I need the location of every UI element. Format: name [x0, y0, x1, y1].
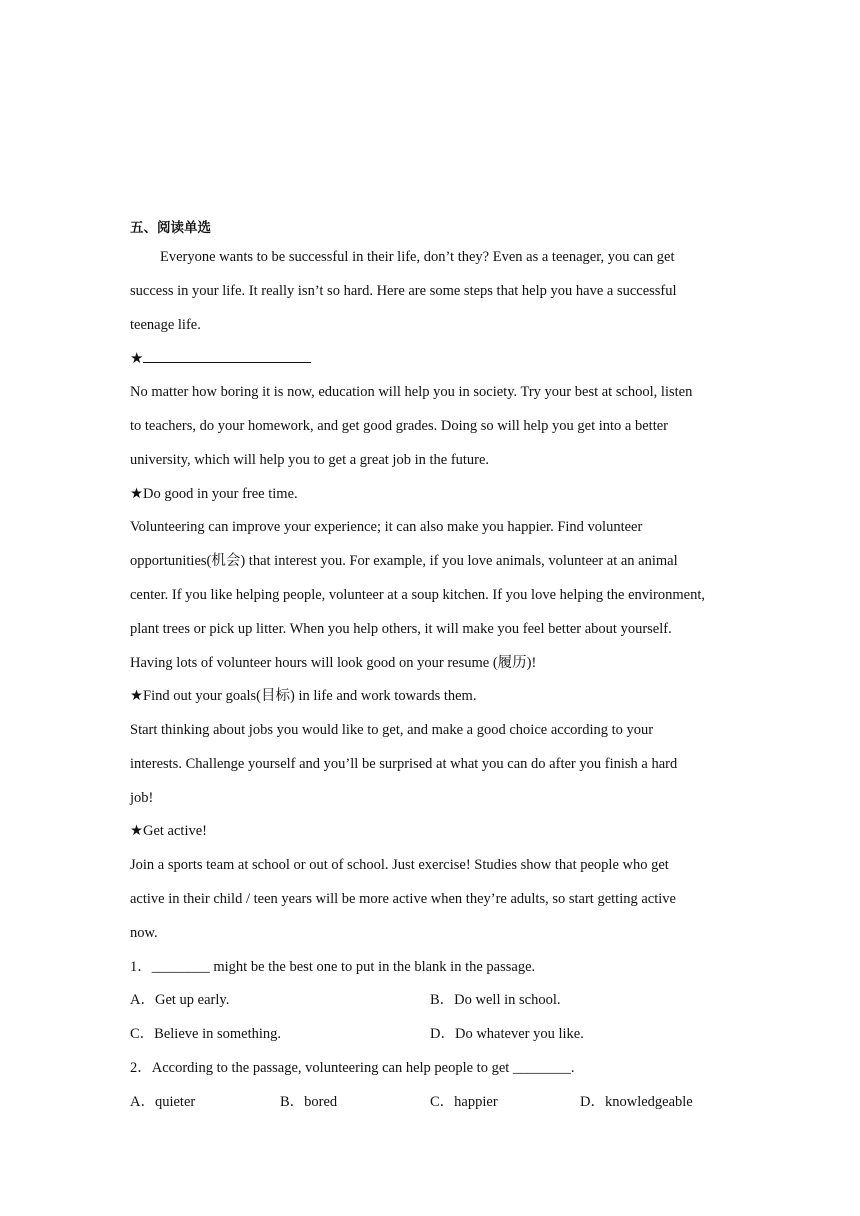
passage-line: active in their child / teen years will be more active when they’re adults, so start getting active [130, 891, 676, 907]
answer-option[interactable]: C．happier [430, 1094, 498, 1110]
blank-heading [130, 348, 311, 369]
subheading: ★Get active! [130, 823, 208, 839]
passage-line: Start thinking about jobs you would like to get, and make a good choice according to your [130, 722, 654, 738]
answer-option[interactable]: A．quieter [130, 1094, 196, 1110]
passage-line: to teachers, do your homework, and get good grades. Doing so will help you get into a better [130, 418, 668, 434]
subheading: ★Do good in your free time. [130, 486, 298, 502]
subheading: ★Find out your goals(目标) in life and work towards them. [130, 688, 477, 704]
passage-line: Having lots of volunteer hours will look good on your resume (履历)! [130, 655, 537, 671]
passage-line: No matter how boring it is now, education will help you in society. Try your best at school, listen [130, 384, 693, 400]
answer-option[interactable]: C．Believe in something. [130, 1026, 282, 1042]
passage-line: interests. Challenge yourself and you’ll be surprised at what you can do after you finish a hard [130, 756, 678, 772]
passage-line: center. If you like helping people, volunteer at a soup kitchen. If you love helping the environment, [130, 587, 706, 603]
passage-line: plant trees or pick up litter. When you help others, it will make you feel better about yourself. [130, 621, 672, 637]
passage-line: university, which will help you to get a great job in the future. [130, 452, 490, 468]
question-stem: 2．According to the passage, volunteering can help people to get ________. [130, 1060, 575, 1076]
passage-line: Everyone wants to be successful in their life, don’t they? Even as a teenager, you can get [160, 249, 675, 265]
question-stem: 1．________ might be the best one to put in the blank in the passage. [130, 959, 536, 975]
passage-line: teenage life. [130, 317, 201, 333]
answer-option[interactable]: D．Do whatever you like. [430, 1026, 584, 1042]
passage-line: now. [130, 925, 158, 941]
passage-line: opportunities(机会) that interest you. For example, if you love animals, volunteer at an animal [130, 553, 678, 569]
section-heading: 五、阅读单选 [130, 220, 211, 236]
answer-option[interactable]: B．Do well in school. [430, 992, 561, 1008]
passage-line: Volunteering can improve your experience; it can also make you happier. Find volunteer [130, 519, 643, 535]
passage-line: Join a sports team at school or out of school. Just exercise! Studies show that people who get [130, 857, 669, 873]
answer-option[interactable]: A．Get up early. [130, 992, 230, 1008]
answer-option[interactable]: D．knowledgeable [580, 1094, 693, 1110]
passage-line: job! [130, 790, 154, 806]
answer-option[interactable]: B．bored [280, 1094, 338, 1110]
answer-blank [143, 348, 311, 363]
star-icon: ★ [130, 349, 144, 367]
passage-line: success in your life. It really isn’t so hard. Here are some steps that help you have a successful [130, 283, 677, 299]
